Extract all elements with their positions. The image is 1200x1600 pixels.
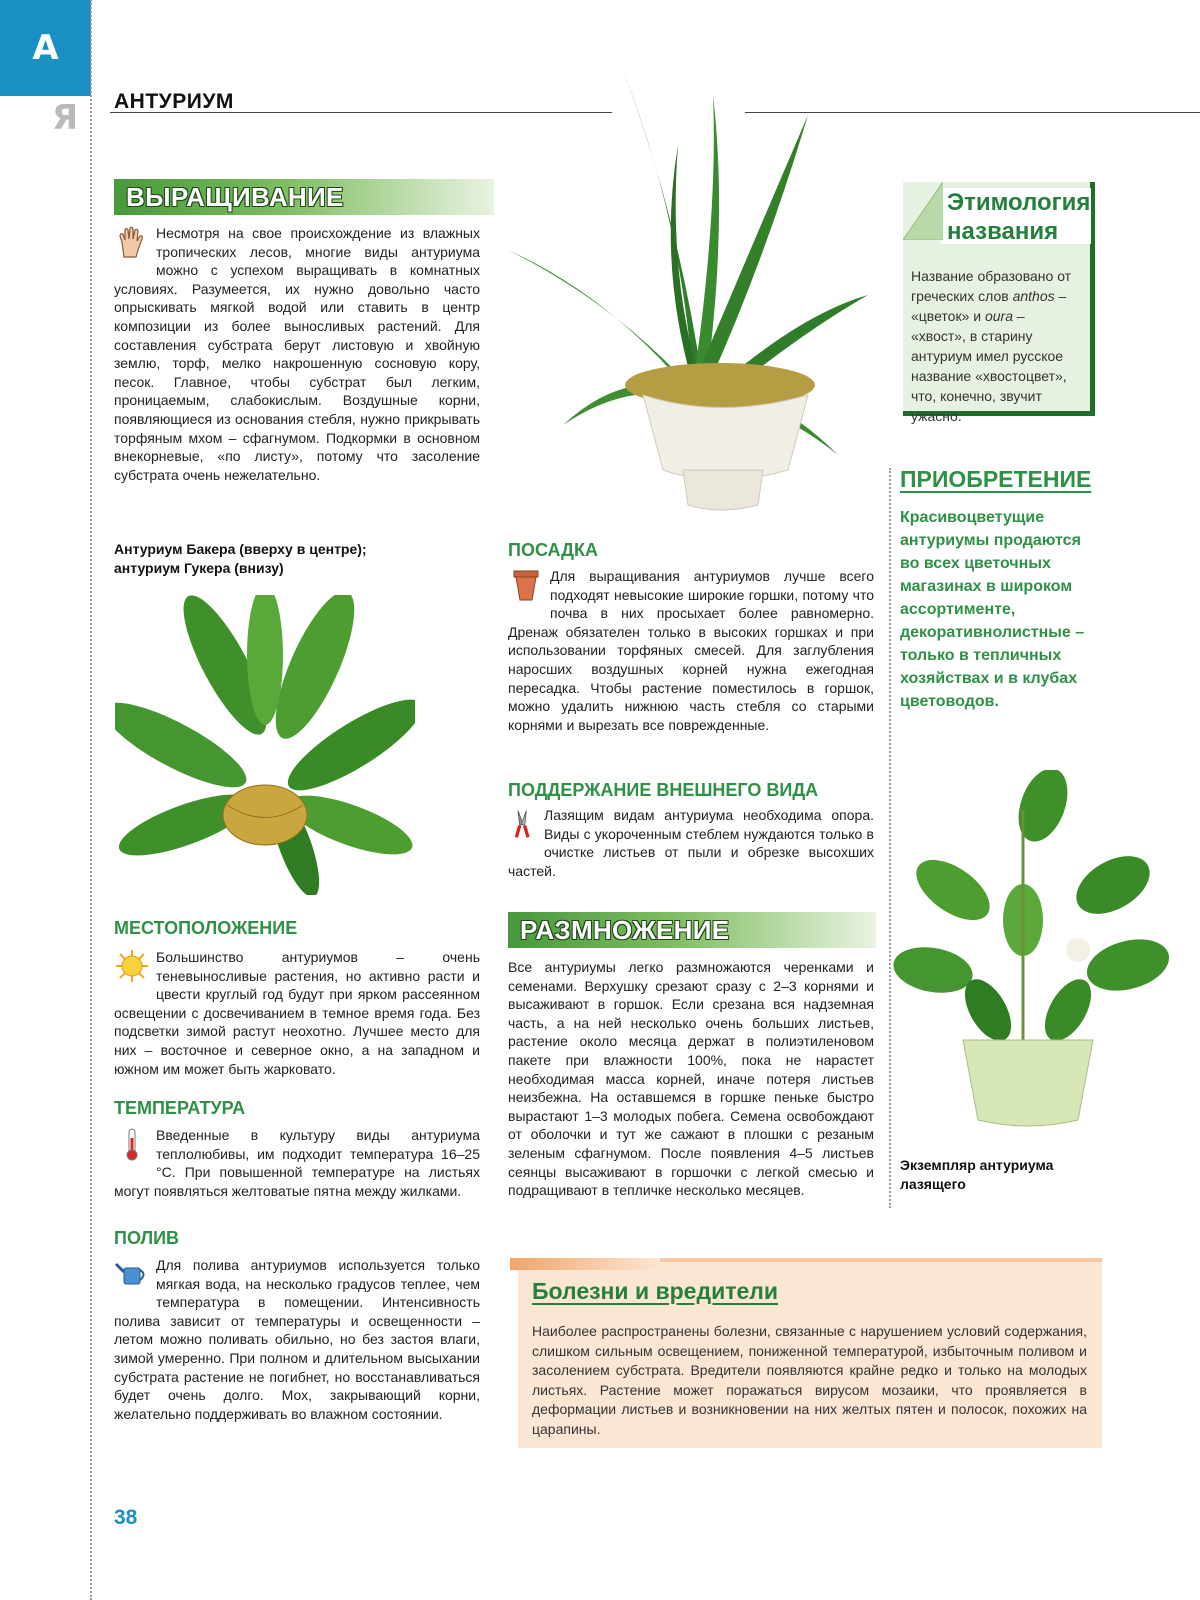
acquisition-text: Красивоцветущие антуриумы продаются во всех цветочных магазинах в широком ассортименте, декоративнолистные – только в тепличных хозяйствах и в клубах цветоводов. <box>900 509 1085 710</box>
right-caption-line1: Экземпляр антуриума <box>900 1157 1054 1173</box>
propagation-header <box>508 912 876 948</box>
location-text: Большинство антуриумов – очень теневыносливые растения, но активно расти и цвести круглый год будут при ярком рассеянном освещении с досвечиванием в темное время года. Без подсветки зимой растут неохотно. Лучшее место для них – восточное и северное окно, а на западном и южном им может быть жарковато. <box>114 949 480 1077</box>
right-caption <box>900 1156 1110 1194</box>
care-section <box>508 806 874 880</box>
watering-can-icon <box>114 1256 150 1292</box>
etymology-box <box>903 182 1095 424</box>
diseases-corner <box>510 1258 660 1270</box>
location-section <box>114 948 480 1078</box>
diseases-text: Наиболее распространены болезни, связанные с нарушением условий содержания, слишком сильным освещением, пониженной температурой, избыточным поливом и засолением субстрата. Вредители появляются крайне редко и только на молодых листьях. Растение может поражаться вирусом мозаики, что проявляется в деформации листьев и возникновении на них желтых пятен и полосок, похожих на царапины. <box>532 1323 1087 1437</box>
pot-icon <box>508 567 544 603</box>
page-number: 38 <box>114 1506 138 1529</box>
diseases-title: Болезни и вредители <box>532 1278 779 1304</box>
greek-word-anthos: anthos <box>1012 288 1055 304</box>
left-caption-line1: Антуриум Бакера (вверху в центре); <box>114 541 367 557</box>
right-caption-line2: лазящего <box>900 1176 966 1192</box>
tab-letter-ya: Я <box>52 98 79 138</box>
etymology-title-line2: названия <box>947 218 1059 245</box>
leaf-shapes <box>893 770 1173 1048</box>
temperature-text: Введенные в культуру виды антуриума теплолюбивы, им подходит температура 16–25 °С. При повышенной температуре на листьях могут появляться желтоватые пятна между жилками. <box>114 1127 480 1199</box>
pot-shape <box>963 1040 1093 1126</box>
alphabet-tab <box>0 0 91 96</box>
acquisition-title: ПРИОБРЕТЕНИЕ <box>900 466 1092 492</box>
planting-title: ПОСАДКА <box>508 540 598 560</box>
hand-icon <box>114 224 150 260</box>
page-title: АНТУРИУМ <box>114 90 234 113</box>
growing-header <box>114 179 494 215</box>
growing-text: Несмотря на свое происхождение из влажных тропических лесов, многие виды антуриума можно с успехом выращивать в комнатных условиях. Разумеется, их нужно довольно часто опрыскивать мягкой водой или ставить в центр композиции из более выносливых растений. Для составления субстрата берут листовую и хвойную землю, торф, мелко накрошенную сосновую кору, песок. Главное, чтобы субстрат был легким, проницаемым, слабокислым. Воздушные корни, появляющиеся из основания стебля, нужно прикрывать торфяным мхом – сфагнумом. Подкормки в основном внекорневые, «по листу», потому что засоление субстрата очень нежелательно. <box>114 225 480 483</box>
sun-icon <box>114 948 150 984</box>
column-divider <box>889 468 891 1208</box>
location-title: МЕСТОПОЛОЖЕНИЕ <box>114 918 298 938</box>
etymology-title-line1: Этимология <box>947 189 1091 216</box>
anthurium-bakeri-image <box>508 65 878 515</box>
page-curl-icon <box>903 182 943 240</box>
care-text: Лазящим видам антуриума необходима опора. Виды с укороченным стеблем нуждаются только в очистке листьев от пыли и обрезке высохших частей. <box>508 807 874 879</box>
propagation-title: РАЗМНОЖЕНИЕ <box>520 915 730 945</box>
anthurium-hookeri-image <box>115 595 415 895</box>
thermometer-icon <box>114 1126 150 1162</box>
growing-title: ВЫРАЩИВАНИЕ <box>126 182 344 212</box>
tab-letter-a: А <box>32 28 59 68</box>
pot-shape <box>223 785 307 845</box>
pot-shape <box>643 395 808 480</box>
growing-section <box>114 224 480 484</box>
left-caption-line2: антуриум Гукера (внизу) <box>114 560 284 576</box>
pruner-icon <box>508 806 538 842</box>
anthurium-scandens-image <box>893 770 1173 1140</box>
temperature-title: ТЕМПЕРАТУРА <box>114 1098 246 1118</box>
etymology-title <box>947 188 1090 246</box>
greek-word-oura: oura <box>984 308 1013 324</box>
watering-title: ПОЛИВ <box>114 1228 180 1248</box>
planting-section <box>508 567 874 734</box>
leaf-shapes <box>115 595 415 895</box>
temperature-section <box>114 1126 480 1200</box>
watering-section <box>114 1256 480 1423</box>
page-margin-rule <box>90 0 92 1600</box>
care-title: ПОДДЕРЖАНИЕ ВНЕШНЕГО ВИДА <box>508 780 819 800</box>
planting-text: Для выращивания антуриумов лучше всего подходят невысокие широкие горшки, потому что почва в них просыхает более равномерно. Дренаж обязателен только в высоких горшках и при использовании торфяных смесей. Для заглубления наросших воздушных корней нужна ежегодная пересадка. Чтобы растение поместилось в горшок, можно удалить нижнюю часть стебля со старыми корнями и вырезать все поврежденные. <box>508 568 874 733</box>
propagation-text: Все антуриумы легко размножаются черенками и семенами. Верхушку срезают сразу с 2–3 корнями и высаживают в горшок. Если срезана вся надземная часть, а на ней несколько очень больших листьев, растение около месяца держат в полиэтиленовом пакете при влажности 100%, пока не нарастет необходимая масса корней, иначе потеря листьев неизбежна. На оставшемся в горшке пеньке быстро вырастают 1–3 молодых побега. Семена освобождают от оболочки и тут же сажают в плошки с резаным зеленым сфагнумом. После появления 4–5 листьев сеянцы высаживают в горшочки с легкой смесью и подращивают в тепличке несколько месяцев. <box>508 959 874 1199</box>
diseases-box <box>518 1258 1102 1448</box>
etymology-text: Название образовано от греческих слов anthos – «цветок» и oura – «хвост», в старину антуриум имел русское название «хвостоцвет», что, конечно, звучит ужасно. <box>911 268 1072 424</box>
left-caption <box>114 540 444 578</box>
watering-text: Для полива антуриумов используется только мягкая вода, на несколько градусов теплее, чем температура в помещении. Интенсивность полива зависит от температуры и освещенности – летом можно поливать обильно, но без застоя влаги, зимой умеренно. При полном и длительном высыхании субстрата растение не погибнет, но восстанавливаться будет очень долго. Мох, закрывающий корни, желательно поддерживать во влажном состоянии. <box>114 1257 480 1422</box>
